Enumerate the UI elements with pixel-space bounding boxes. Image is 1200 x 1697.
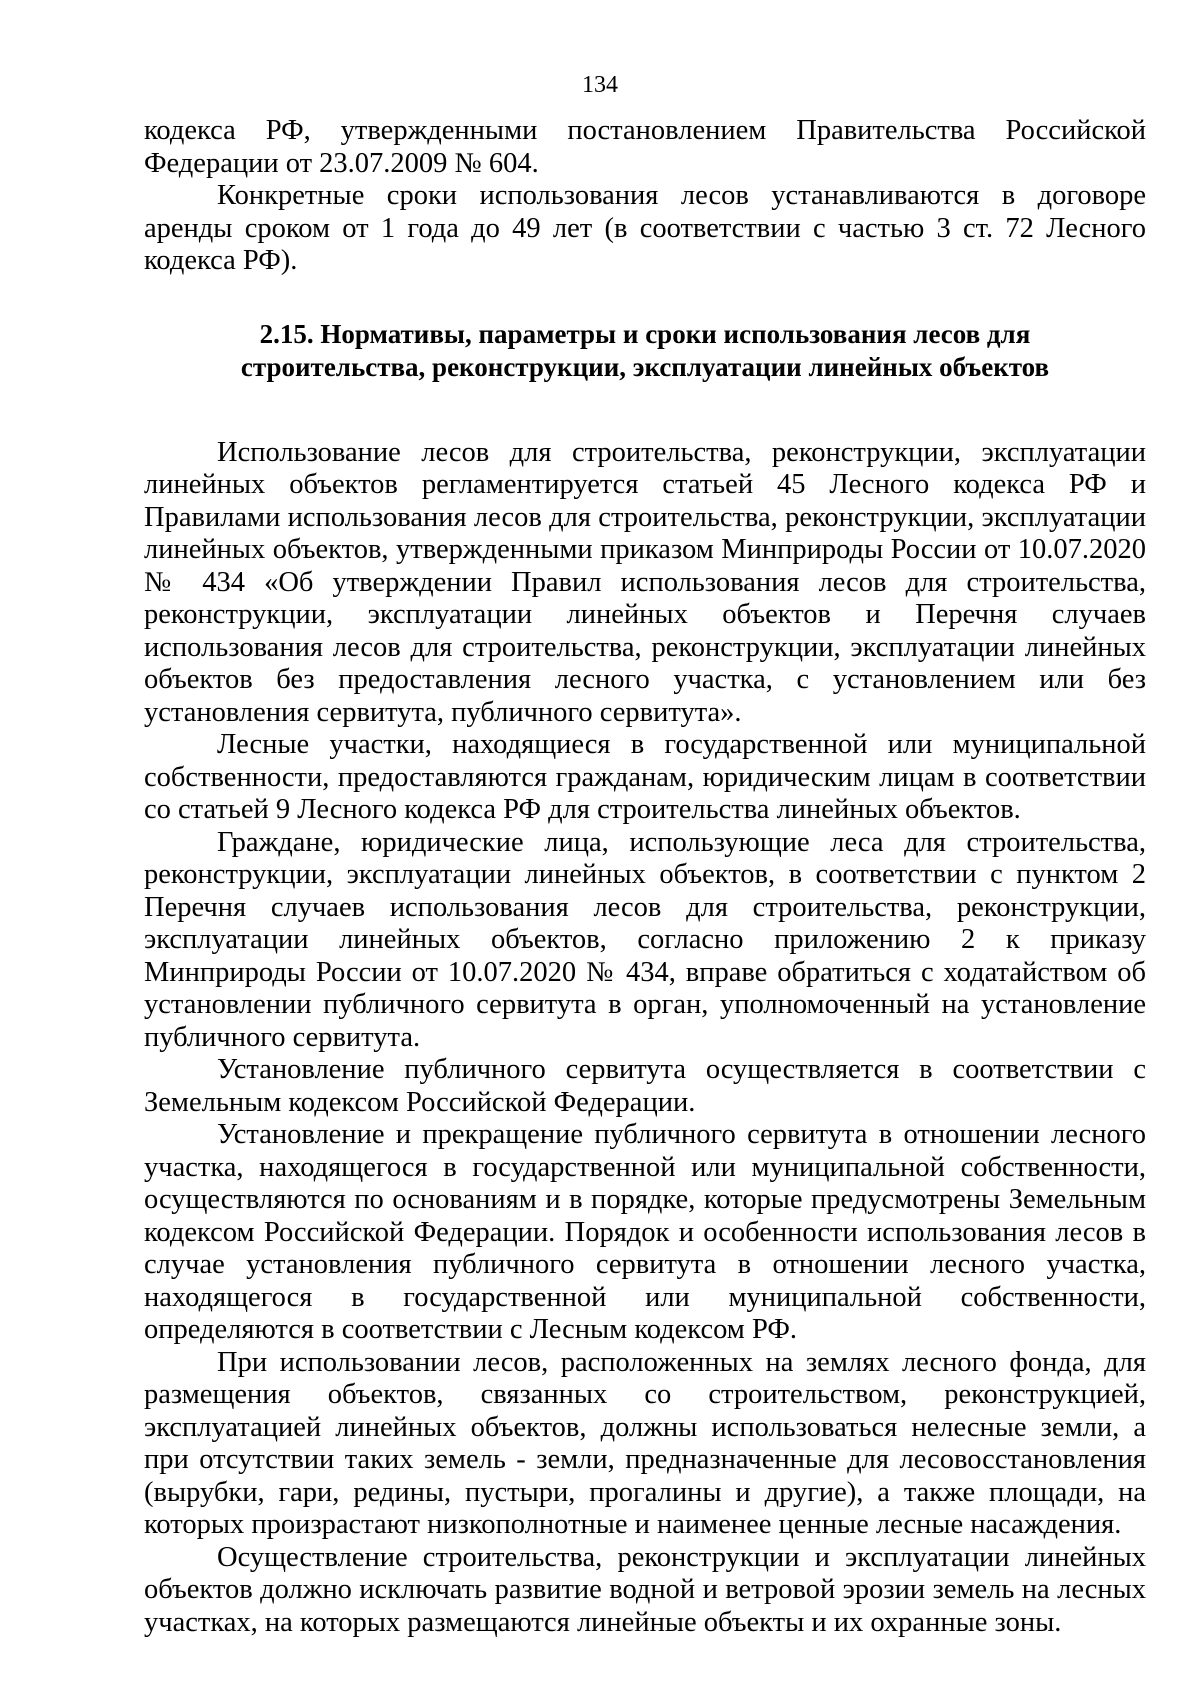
paragraph-erosion: Осуществление строительства, реконструкции и эксплуатации линейных объектов должно исключать развитие водной и ветровой эрозии земель на лесных участках, на которых размещаются линейные объекты и их охранные зоны.: [144, 1541, 1146, 1638]
page-number: 134: [582, 72, 618, 98]
paragraph-servitude-establishment: Установление публичного сервитута осуществляется в соответствии с Земельным кодексом Российской Федерации.: [144, 1054, 1146, 1118]
paragraph-regulation: Использование лесов для строительства, реконструкции, эксплуатации линейных объектов регламентируется статьей 45 Лесного кодекса РФ и Правилами использования лесов для строительства, реконструкции, эксплуатации линейных объектов, утвержденными приказом Минприроды России от 10.07.2020 № 434 «Об утверждении Правил использования лесов для строительства, реконструкции, эксплуатации линейных объектов и Перечня случаев использования лесов для строительства, реконструкции, эксплуатации линейных объектов без предоставления лесного участка, с установлением или без установления сервитута, публичного сервитута».: [144, 436, 1146, 728]
section-heading-line-2: строительства, реконструкции, эксплуатации линейных объектов: [240, 351, 1050, 382]
document-body: [144, 115, 1146, 1639]
paragraph-land-plots: Лесные участки, находящиеся в государственной или муниципальной собственности, предоставляются гражданам, юридическим лицам в соответствии со статьей 9 Лесного кодекса РФ для строительства линейных объектов.: [144, 729, 1146, 825]
paragraph-servitude-termination: Установление и прекращение публичного сервитута в отношении лесного участка, находящегося в государственной или муниципальной собственности, осуществляются по основаниям и в порядке, которые предусмотрены Земельным кодексом Российской Федерации. Порядок и особенности использования лесов в случае установления публичного сервитута в отношении лесного участка, находящегося в государственной или муниципальной собственности, определяются в соответствии с Лесным кодексом РФ.: [144, 1119, 1146, 1345]
section-heading: [144, 318, 1146, 384]
paragraph-lease-terms: Конкретные сроки использования лесов устанавливаются в договоре аренды сроком от 1 года до 49 лет (в соответствии с частью 3 ст. 72 Лесного кодекса РФ).: [144, 180, 1146, 276]
paragraph-petition: Граждане, юридические лица, использующие леса для строительства, реконструкции, эксплуатации линейных объектов, в соответствии с пунктом 2 Перечня случаев использования лесов для строительства, реконструкции, эксплуатации линейных объектов, согласно приложению 2 к приказу Минприроды России от 10.07.2020 № 434, вправе обратиться с ходатайством об установлении публичного сервитута в орган, уполномоченный на установление публичного сервитута.: [144, 826, 1146, 1053]
paragraph-continuation: кодекса РФ, утвержденными постановлением Правительства Российской Федерации от 23.07.2009 № 604.: [144, 115, 1146, 179]
paragraph-non-forest-lands: При использовании лесов, расположенных на землях лесного фонда, для размещения объектов, связанных со строительством, реконструкцией, эксплуатацией линейных объектов, должны использоваться нелесные земли, а при отсутствии таких земель - земли, предназначенные для лесовосстановления (вырубки, гари, редины, пустыри, прогалины и другие), а также площади, на которых произрастают низкополнотные и наименее ценные лесные насаждения.: [144, 1346, 1146, 1540]
section-heading-line-1: 2.15. Нормативы, параметры и сроки использования лесов для: [259, 318, 1031, 349]
